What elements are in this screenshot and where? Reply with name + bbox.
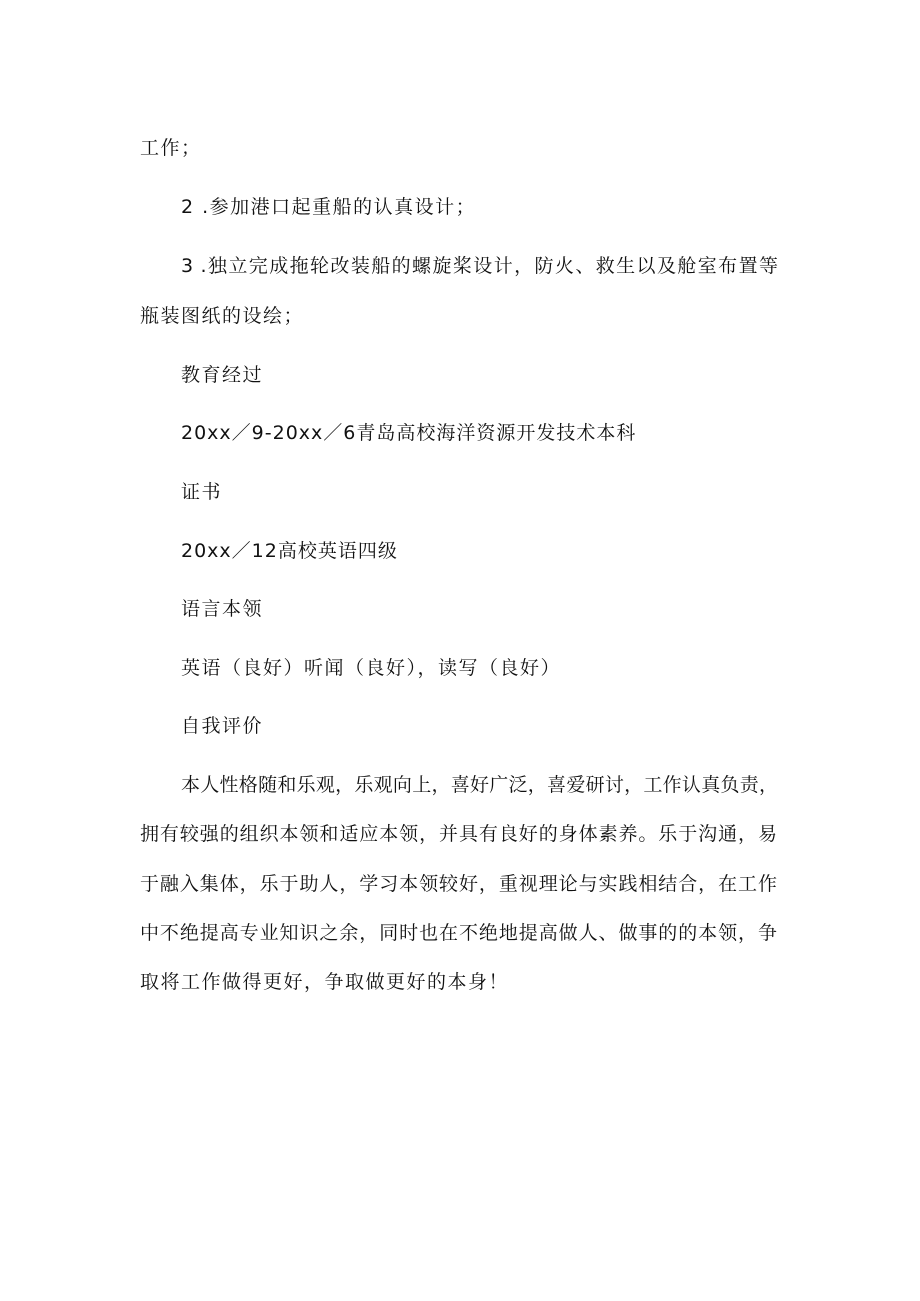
self-evaluation-line-2: 拥有较强的组织本领和适应本领，并具有良好的身体素养。乐于沟通，易 <box>140 823 777 845</box>
section-heading-language: 语言本领 <box>181 598 264 620</box>
education-entry: 20xx／9-20xx／6青岛高校海洋资源开发技术本科 <box>181 422 637 444</box>
self-evaluation-line-1: 本人性格随和乐观，乐观向上，喜好广泛，喜爱研讨，工作认真负责， <box>181 774 778 796</box>
section-heading-education: 教育经过 <box>181 364 264 386</box>
self-evaluation-line-4: 中不绝提高专业知识之余，同时也在不绝地提高做人、做事的的本领，争 <box>140 922 777 944</box>
language-entry: 英语（良好）听闻（良好），读写（良好） <box>181 657 562 679</box>
list-item-2: 2 .参加港口起重船的认真设计； <box>181 196 477 218</box>
list-item-3-continued: 瓶装图纸的设绘； <box>140 305 305 327</box>
self-evaluation-line-3: 于融入集体，乐于助人，学习本领较好，重视理论与实践相结合，在工作 <box>140 873 777 895</box>
list-item-3: 3 .独立完成拖轮改装船的螺旋桨设计，防火、救生以及舱室布置等 <box>181 255 778 277</box>
section-heading-self-evaluation: 自我评价 <box>181 715 264 737</box>
self-evaluation-line-5: 取将工作做得更好，争取做更好的本身！ <box>140 971 510 993</box>
certificate-entry: 20xx／12高校英语四级 <box>181 540 398 562</box>
section-heading-certificates: 证书 <box>181 481 223 503</box>
text-line-work-end: 工作； <box>140 137 202 159</box>
